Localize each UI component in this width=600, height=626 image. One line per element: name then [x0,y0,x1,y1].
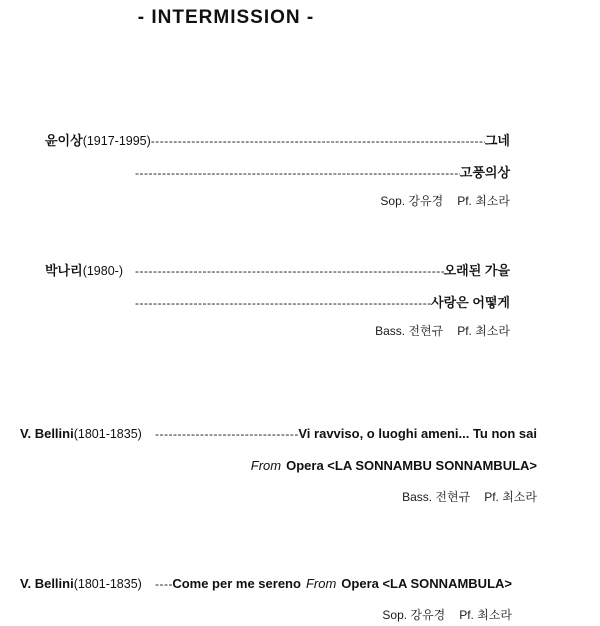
program-section-bellini-vi-ravviso [20,426,537,508]
program-section-yun-isang [45,130,510,212]
composer [20,426,155,441]
composer [45,260,135,279]
performers [45,192,510,212]
from-label: From [305,576,337,591]
from-label: From [250,458,282,473]
piece-title: Come per me sereno [172,576,301,591]
composer-name: 윤이상 [45,133,83,148]
piece-title: 그네 [484,133,510,148]
page-title: - INTERMISSION - [137,7,315,28]
program-line [20,426,537,447]
performer-piano: Pf. 최소라 [457,194,510,208]
piece-title: 고풍의상 [459,165,510,180]
program-section-bellini-come-per-me [20,576,512,626]
composer-dates: (1917-1995) [82,134,151,148]
composer-name: V. Bellini [20,576,74,591]
composer-dates: (1801-1835) [73,577,142,591]
performer-piano: Pf. 최소라 [459,608,512,622]
composer-name: V. Bellini [20,426,74,441]
performer-vocal: Bass. 전현규 [375,324,444,338]
performers [20,606,512,626]
dash-leader [155,577,172,591]
program-line [45,162,510,183]
performer-vocal: Sop. 강유경 [380,194,444,208]
performers [20,488,537,508]
piece-title: 사랑은 어떻게 [431,295,510,310]
opera-title: Opera <LA SONNAMBU SONNAMBULA> [286,458,537,473]
composer-dates: (1801-1835) [73,427,142,441]
program-line [45,292,510,313]
dash-leader [135,166,460,180]
composer-name: 박나리 [45,263,83,278]
dash-leader [155,427,298,441]
performers [45,322,510,342]
piece-title: Vi ravviso, o luoghi ameni... Tu non sai [298,426,537,441]
performer-piano: Pf. 최소라 [457,324,510,338]
composer-dates: (1980-) [82,264,123,278]
program-line [20,576,512,597]
opera-title: Opera <LA SONNAMBULA> [341,576,512,591]
dash-leader [135,296,431,310]
dash-leader [135,264,444,278]
composer [20,576,155,591]
performer-vocal: Bass. 전현규 [402,490,471,504]
performer-piano: Pf. 최소라 [484,490,537,504]
dash-leader [151,134,485,148]
program-subtitle-line [20,458,537,479]
performer-vocal: Sop. 강유경 [382,608,446,622]
program-line [45,130,510,151]
program-line [45,260,510,281]
composer [45,130,151,149]
program-section-park-nari [45,260,510,342]
piece-title: 오래된 가을 [443,263,510,278]
